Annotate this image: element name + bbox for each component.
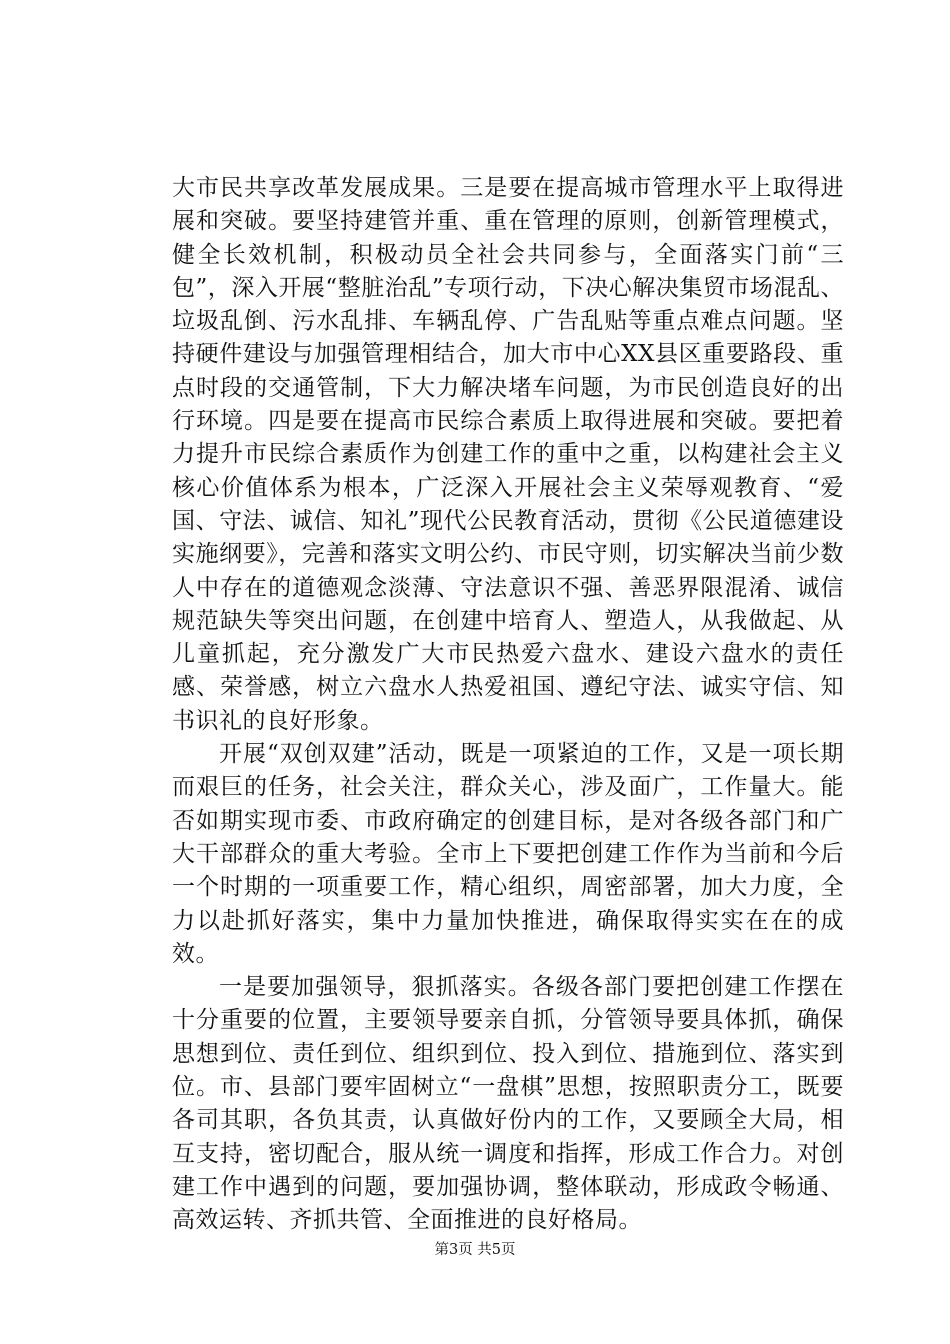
document-body	[172, 172, 844, 1238]
paragraph-2: 开展“双创双建”活动，既是一项紧迫的工作，又是一项长期而艰巨的任务，社会关注，群众关心，涉及面广，工作量大。能否如期实现市委、市政府确定的创建目标，是对各级各部门和广大干部群众的重大考验。全市上下要把创建工作作为当前和今后一个时期的一项重要工作，精心组织，周密部署，加大力度，全力以赴抓好落实，集中力量加快推进，确保取得实实在在的成效。	[172, 741, 844, 967]
page-footer: 第3页 共5页	[434, 1242, 516, 1258]
paragraph-3: 一是要加强领导，狠抓落实。各级各部门要把创建工作摆在十分重要的位置，主要领导要亲自抓，分管领导要具体抓，确保思想到位、责任到位、组织到位、投入到位、措施到位、落实到位。市、县部门要牢固树立“一盘棋”思想，按照职责分工，既要各司其职，各负其责，认真做好份内的工作，又要顾全大局，相互支持，密切配合，服从统一调度和指挥，形成工作合力。对创建工作中遇到的问题，要加强协调，整体联动，形成政令畅通、高效运转、齐抓共管、全面推进的良好格局。	[172, 974, 844, 1234]
paragraph-1: 大市民共享改革发展成果。三是要在提高城市管理水平上取得进展和突破。要坚持建管并重、重在管理的原则，创新管理模式，健全长效机制，积极动员全社会共同参与，全面落实门前“三包”，深入开展“整脏治乱”专项行动，下决心解决集贸市场混乱、垃圾乱倒、污水乱排、车辆乱停、广告乱贴等重点难点问题。坚持硬件建设与加强管理相结合，加大市中心XX县区重要路段、重点时段的交通管制，下大力解决堵车问题，为市民创造良好的出行环境。四是要在提高市民综合素质上取得进展和突破。要把着力提升市民综合素质作为创建工作的重中之重，以构建社会主义核心价值体系为根本，广泛深入开展社会主义荣辱观教育、“爱国、守法、诚信、知礼”现代公民教育活动，贯彻《公民道德建设实施纲要》，完善和落实文明公约、市民守则，切实解决当前少数人中存在的道德观念淡薄、守法意识不强、善恶界限混淆、诚信规范缺失等突出问题，在创建中培育人、塑造人，从我做起、从儿童抓起，充分激发广大市民热爱六盘水、建设六盘水的责任感、荣誉感，树立六盘水人热爱祖国、遵纪守法、诚实守信、知书识礼的良好形象。	[172, 175, 844, 734]
